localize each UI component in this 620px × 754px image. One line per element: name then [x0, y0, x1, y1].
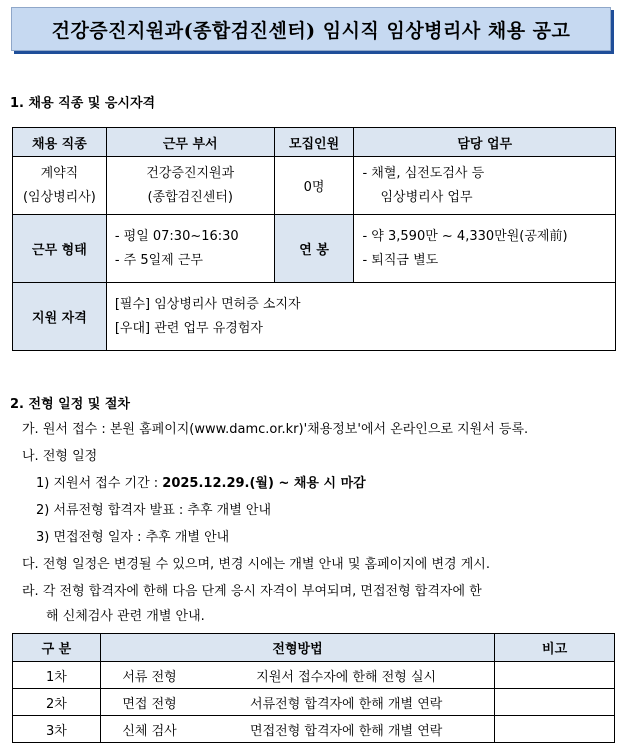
salary-line: - 약 3,590만 ~ 4,330만원(공제前)	[362, 228, 568, 244]
salary-label: 연 봉	[274, 215, 354, 283]
duty-line: 임상병리사 업무	[380, 189, 473, 205]
work-type-label: 근무 형태	[13, 215, 107, 283]
table-row	[13, 157, 616, 215]
headcount-cell: 0명	[274, 157, 354, 215]
department-line: (종합검진센터)	[147, 189, 233, 205]
header-headcount: 모집인원	[274, 128, 354, 157]
duty-line: - 채혈, 심전도검사 등	[362, 165, 485, 181]
note-cell	[495, 662, 615, 689]
header-department: 근무 부서	[106, 128, 274, 157]
qualification-line: [우대] 관련 업무 유경험자	[114, 320, 263, 336]
salary-cell	[354, 215, 616, 283]
table-header-row	[13, 128, 616, 157]
section1-heading: 1. 채용 직종 및 응시자격	[10, 96, 156, 111]
table-row	[13, 215, 616, 283]
header-stage: 구 분	[13, 634, 101, 662]
method-cell: 면접 전형	[100, 689, 198, 716]
description-cell: 지원서 접수자에 한해 전형 실시	[198, 662, 494, 689]
header-duties: 담당 업무	[354, 128, 616, 157]
stage-cell: 1차	[13, 662, 101, 689]
stage-cell: 3차	[13, 716, 101, 743]
schedule-item-3: 3) 면접전형 일자 : 추후 개별 안내	[36, 530, 230, 545]
table-row	[13, 689, 615, 716]
header-job-type: 채용 직종	[13, 128, 107, 157]
table-row	[13, 283, 616, 351]
job-type-line: (임상병리사)	[22, 189, 96, 205]
department-cell	[106, 157, 274, 215]
section2-heading: 2. 전형 일정 및 절차	[10, 397, 130, 412]
table-header-row	[13, 634, 615, 662]
procedure-item-da: 다. 전형 일정은 변경될 수 있으며, 변경 시에는 개별 안내 및 홈페이지에 변경 게시.	[22, 557, 490, 572]
header-method: 전형방법	[100, 634, 494, 662]
note-cell	[495, 716, 615, 743]
selection-process-table	[12, 633, 615, 743]
work-type-cell	[106, 215, 274, 283]
recruitment-table	[12, 127, 616, 351]
duties-cell	[354, 157, 616, 215]
page-title: 건강증진지원과(종합검진센터) 임시직 임상병리사 채용 공고	[11, 7, 611, 51]
qualification-line: [필수] 임상병리사 면허증 소지자	[114, 296, 301, 312]
qualification-cell	[106, 283, 615, 351]
job-type-cell	[13, 157, 107, 215]
procedure-item-ga: 가. 원서 접수 : 본원 홈페이지(www.damc.or.kr)'채용정보'에서 온라인으로 지원서 등록.	[22, 422, 529, 437]
table-row	[13, 716, 615, 743]
procedure-item-ra-cont: 해 신체검사 관련 개별 안내.	[46, 609, 205, 624]
department-line: 건강증진지원과	[146, 165, 235, 181]
header-note: 비고	[495, 634, 615, 662]
schedule-item-1	[36, 472, 366, 491]
table-row	[13, 662, 615, 689]
note-cell	[495, 689, 615, 716]
procedure-item-ra: 라. 각 전형 합격자에 한해 다음 단계 응시 자격이 부여되며, 면접전형 합격자에 한	[22, 584, 482, 599]
salary-line: - 퇴직금 별도	[362, 252, 439, 268]
schedule-item-1-prefix: 1) 지원서 접수 기간 :	[36, 476, 163, 491]
work-line: - 주 5일제 근무	[114, 252, 203, 268]
method-cell: 서류 전형	[100, 662, 198, 689]
stage-cell: 2차	[13, 689, 101, 716]
procedure-item-na: 나. 전형 일정	[22, 449, 98, 464]
description-cell: 면접전형 합격자에 한해 개별 연락	[198, 716, 494, 743]
job-type-line: 계약직	[40, 165, 79, 181]
method-cell: 신체 검사	[100, 716, 198, 743]
schedule-item-2: 2) 서류전형 합격자 발표 : 추후 개별 안내	[36, 503, 272, 518]
description-cell: 서류전형 합격자에 한해 개별 연락	[198, 689, 494, 716]
application-deadline: 2025.12.29.(월) ~ 채용 시 마감	[162, 476, 366, 491]
qualification-label: 지원 자격	[13, 283, 107, 351]
work-line: - 평일 07:30~16:30	[114, 228, 239, 244]
